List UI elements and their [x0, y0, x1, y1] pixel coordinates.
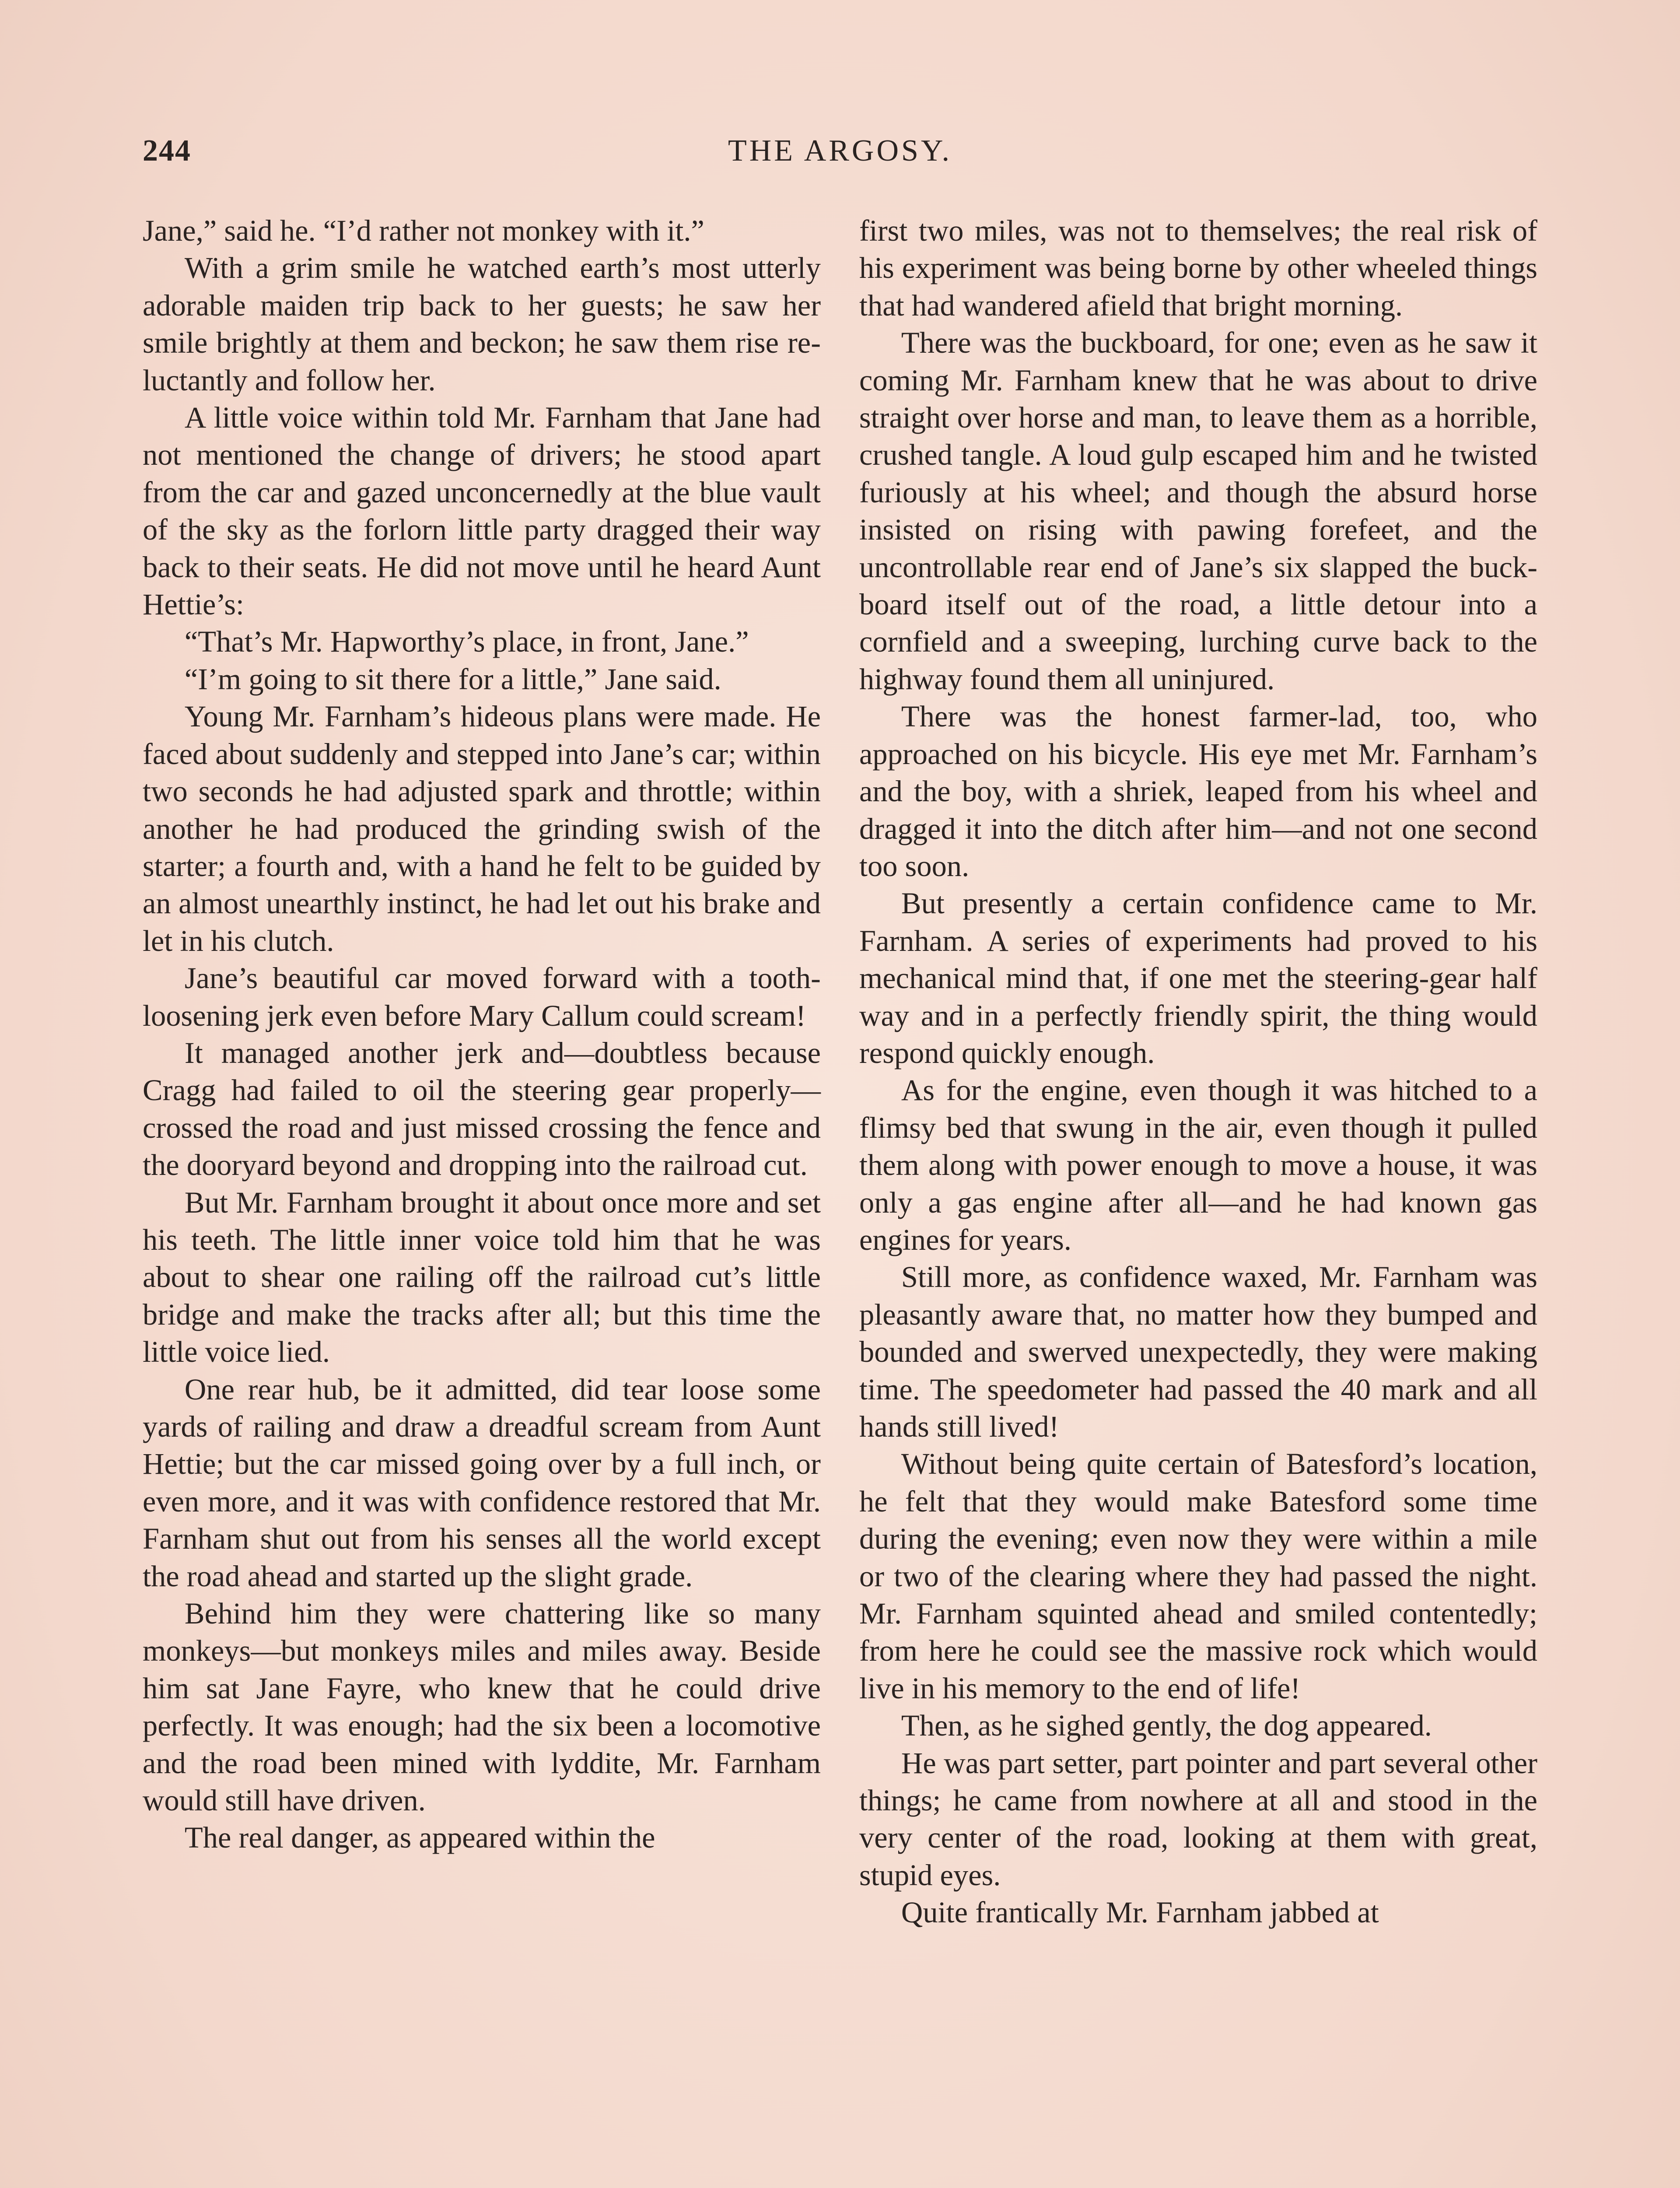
paragraph: Without being quite certain of Batesford’s location, he felt that they would make Batesford some time during the evening; even now they were within a mile or two of the clearing where they had passed the night. Mr. Farnham squinted ahead and smiled contentedly; from here he could see the massive rock which would live in his memory to the end of life! — [859, 1447, 1537, 1705]
paragraph: It managed another jerk and—doubtless because Cragg had failed to oil the steering gear properly—crossed the road and just missed crossing the fence and the dooryard beyond and dropping into the railroad cut. — [143, 1036, 821, 1182]
paragraph: Jane,” said he. “I’d rather not monkey with it.” — [143, 214, 704, 247]
paragraph: Behind him they were chattering like so many monkeys—but monkeys miles and miles away. Beside him sat Jane Fayre, who knew that he could drive perfectly. It was enough; had the six been a locomotive and the road been mined with lyddite, Mr. Farnham would still have driven. — [143, 1597, 821, 1817]
running-title: THE ARGOSY. — [728, 134, 952, 168]
page-header — [143, 133, 1537, 182]
paragraph: “I’m going to sit there for a little,” Jane said. — [184, 662, 721, 696]
paragraph: With a grim smile he watched earth’s most utterly adorable maiden trip back to her guests; he saw her smile brightly at them and beckon; he saw them rise reluctantly and follow her. — [143, 251, 821, 397]
paragraph: There was the buckboard, for one; even as he saw it coming Mr. Farnham knew that he was about to drive straight over horse and man, to leave them as a horrible, crushed tangle. A loud gulp escaped him and he twisted furiously at his wheel; and though the absurd horse insisted on rising with pawing forefeet, and the uncontrollable rear end of Jane’s six slapped the buckboard itself out of the road, a little detour into a cornfield and a sweeping, lurching curve back to the highway found them all uninjured. — [859, 326, 1537, 696]
paragraph: A little voice within told Mr. Farnham that Jane had not mentioned the change of drivers; he stood apart from the car and gazed unconcernedly at the blue vault of the sky as the forlorn little party dragged their way back to their seats. He did not move until he heard Aunt Hettie’s: — [143, 401, 821, 621]
paragraph: As for the engine, even though it was hitched to a flimsy bed that swung in the air, even though it pulled them along with power enough to move a house, it was only a gas engine after all—and he had known gas engines for years. — [859, 1073, 1537, 1256]
paragraph: “That’s Mr. Hapworthy’s place, in front, Jane.” — [184, 625, 749, 659]
paragraph: Quite frantically Mr. Farnham jabbed at — [901, 1896, 1379, 1929]
paragraph: first two miles, was not to themselves; the real risk of his experiment was being borne by other wheeled things that had wandered afield that bright morning. — [859, 214, 1537, 322]
paragraph: One rear hub, be it admitted, did tear loose some yards of railing and draw a dreadful scream from Aunt Hettie; but the car missed going over by a full inch, or even more, and it was with confidence restored that Mr. Farnham shut out from his senses all the world except the road ahead and started up the slight grade. — [143, 1372, 821, 1593]
paragraph: But presently a certain confidence came to Mr. Farnham. A series of experiments had proved to his mechanical mind that, if one met the steering-gear half way and in a perfectly friendly spirit, the thing would respond quickly enough. — [859, 887, 1537, 1069]
right-column — [859, 212, 1537, 2188]
paragraph: Young Mr. Farnham’s hideous plans were made. He faced about suddenly and stepped into Jane’s car; within two seconds he had adjusted spark and throttle; within another he had produced the grinding swish of the starter; a fourth and, with a hand he felt to be guided by an almost unearthly instinct, he had let out his brake and let in his clutch. — [143, 700, 821, 957]
paragraph: The real danger, as appeared within the — [184, 1821, 655, 1855]
paragraph: He was part setter, part pointer and part several other things; he came from nowhere at all and stood in the very center of the road, looking at them with great, stupid eyes. — [859, 1746, 1537, 1892]
paragraph: Jane’s beautiful car moved forward with a tooth-loosening jerk even before Mary Callum could scream! — [143, 961, 821, 1032]
left-column — [143, 212, 821, 2188]
paragraph: But Mr. Farnham brought it about once more and set his teeth. The little inner voice told him that he was about to shear one railing off the railroad cut’s little bridge and make the tracks after all; but this time the little voice lied. — [143, 1185, 821, 1369]
page-number: 244 — [143, 134, 191, 168]
text-columns — [143, 212, 1537, 2188]
paragraph: There was the honest farmer-lad, too, who approached on his bicycle. His eye met Mr. Farnham’s and the boy, with a shriek, leaped from his wheel and dragged it into the ditch after him—and not one second too soon. — [859, 700, 1537, 883]
paragraph: Still more, as confidence waxed, Mr. Farnham was pleasantly aware that, no matter how they bumped and bounded and swerved unexpectedly, they were making time. The speedometer had passed the 40 mark and all hands still lived! — [859, 1260, 1537, 1443]
paragraph: Then, as he sighed gently, the dog appeared. — [901, 1709, 1432, 1743]
